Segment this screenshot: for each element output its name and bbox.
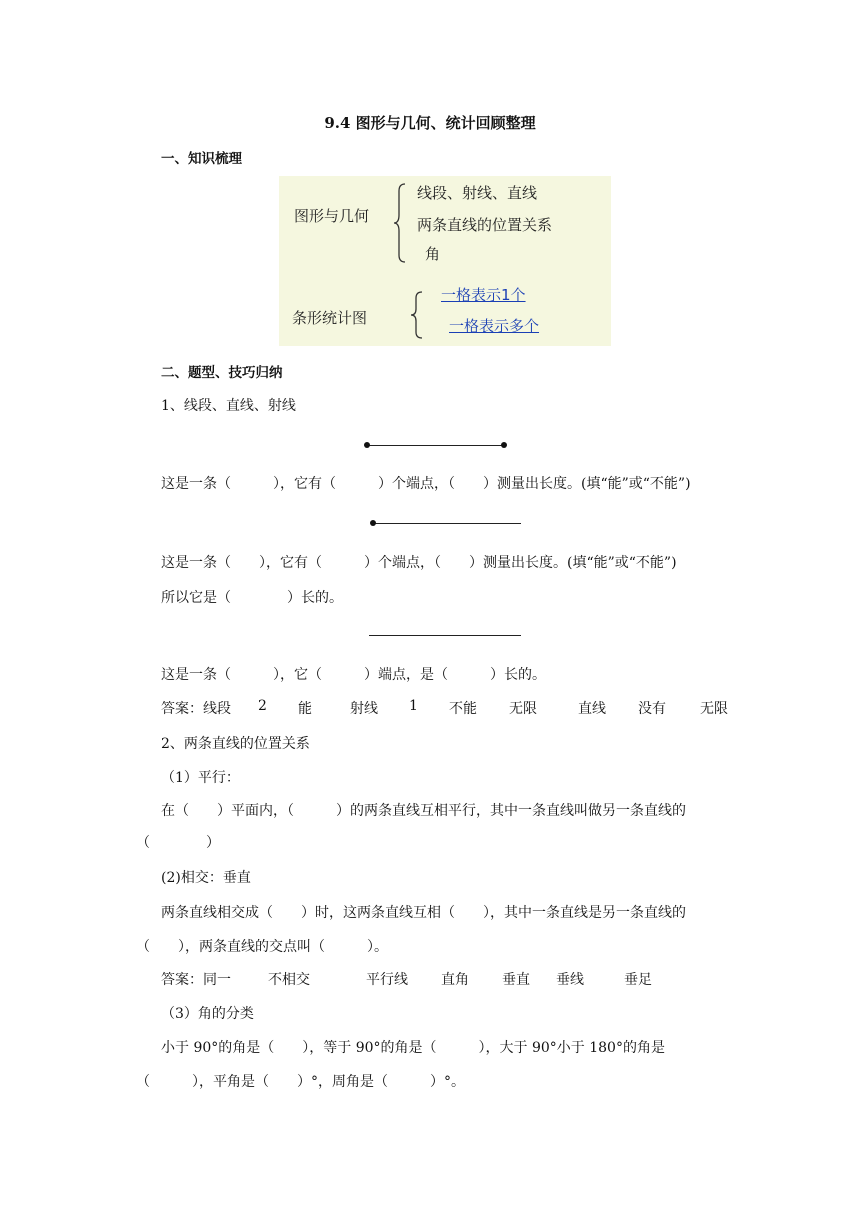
mindmap-geometry-item: 两条直线的位置关系 bbox=[417, 216, 553, 234]
q1-heading: 1、线段、直线、射线 bbox=[161, 398, 296, 414]
mindmap-stats-label: 条形统计图 bbox=[292, 309, 368, 327]
section-heading-methods: 二、题型、技巧归纳 bbox=[161, 365, 283, 381]
q2-angle-text: 小于 90°的角是（ ），等于 90°的角是（ ），大于 90°小于 180°的角是 bbox=[161, 1040, 665, 1056]
q2-heading: 2、两条直线的位置关系 bbox=[161, 736, 310, 752]
q2-intersect-text: 两条直线相交成（ ）时，这两条直线互相（ ），其中一条直线是另一条直线的 bbox=[161, 905, 686, 921]
mindmap-geometry-item: 角 bbox=[425, 245, 441, 263]
q2-angle-heading: （3）角的分类 bbox=[161, 1006, 254, 1022]
mindmap-stats-link-many[interactable]: 一格表示多个 bbox=[449, 317, 540, 335]
page-title: 9.4 图形与几何、统计回顾整理 bbox=[324, 114, 536, 132]
q2-parallel-text-2: （ ） bbox=[136, 835, 220, 851]
q2-parallel-text: 在（ ）平面内，（ ）的两条直线互相平行，其中一条直线叫做另一条直线的 bbox=[161, 803, 686, 819]
q2-intersect-heading: (2)相交：垂直 bbox=[161, 870, 251, 886]
brace-icon bbox=[410, 290, 424, 340]
mindmap-stats-link-one[interactable]: 一格表示1个 bbox=[441, 286, 526, 304]
q2-angle-text-2: （ ），平角是（ ）°，周角是（ ）°。 bbox=[136, 1074, 465, 1090]
q2-intersect-text-2: （ ），两条直线的交点叫（ ）。 bbox=[136, 939, 388, 955]
q1-segment-text: 这是一条（ ），它有（ ）个端点，（ ）测量出长度。(填“能”或“不能”) bbox=[161, 476, 691, 492]
q2-parallel-heading: （1）平行： bbox=[161, 770, 240, 786]
q1-line-text: 这是一条（ ），它（ ）端点，是（ ）长的。 bbox=[161, 667, 546, 683]
q1-ray-text: 这是一条（ ），它有（ ）个端点，（ ）测量出长度。(填“能”或“不能”) bbox=[161, 555, 677, 571]
mindmap-geometry-label: 图形与几何 bbox=[294, 207, 370, 225]
q1-ray-text-2: 所以它是（ ）长的。 bbox=[161, 590, 343, 606]
section-heading-knowledge: 一、知识梳理 bbox=[161, 151, 242, 167]
brace-icon bbox=[393, 182, 407, 264]
knowledge-mindmap bbox=[279, 176, 611, 346]
mindmap-geometry-item: 线段、射线、直线 bbox=[417, 184, 538, 202]
